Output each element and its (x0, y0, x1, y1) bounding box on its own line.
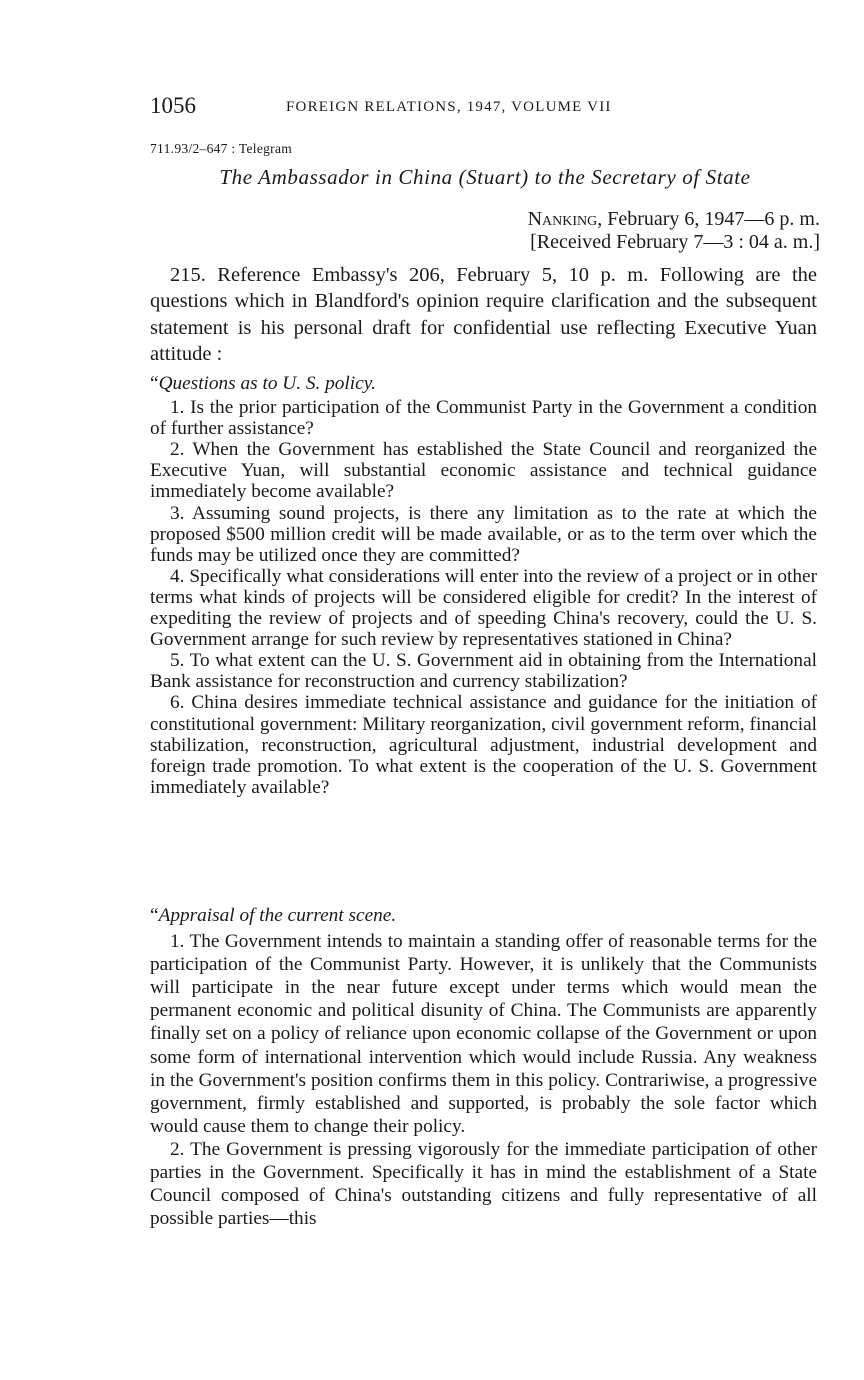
document-title: The Ambassador in China (Stuart) to the Secretary of State (219, 165, 751, 189)
appraisal-section (150, 904, 817, 1230)
dateline-received: [Received February 7—3 : 04 a. m.] (530, 231, 820, 253)
section-heading: “Appraisal of the current scene. (150, 905, 397, 926)
page-number: 1056 (150, 93, 196, 118)
appraisal-heading: Appraisal of the current scene. (158, 905, 397, 926)
dateline (150, 208, 820, 254)
section-heading: “Questions as to U. S. policy. (150, 373, 377, 394)
dateline-date: , February 6, 1947—6 p. m. (597, 208, 820, 230)
dateline-place: Nanking (527, 208, 598, 230)
dateline-sent (150, 208, 820, 231)
question-item: 5. To what extent can the U. S. Government aid in obtaining from the International Bank assistance for reconstruction and currency stabilization? (150, 650, 817, 693)
intro-text: 215. Reference Embassy's 206, February 5, 10 p. m. Following are the questions which in Blandford's opinion require clarification and the subsequent statement is his personal draft for confidential use reflecting Executive Yuan attitude : (150, 264, 817, 365)
question-item: 1. Is the prior participation of the Communist Party in the Government a condition of further assistance? (150, 397, 817, 440)
appraisal-item: 2. The Government is pressing vigorously for the immediate participation of other parties in the Government. Specifically it has in mind the establishment of a State Council composed of China's outstanding citizens and fully representative of all possible parties—this (150, 1138, 817, 1230)
intro-paragraph (150, 262, 817, 367)
question-item: 4. Specifically what considerations will enter into the review of a project or in other terms what kinds of projects will be considered eligible for credit? In the interest of expediting the review of projects and of speeding China's recovery, could the U. S. Government arrange for such review by representatives stationed in China? (150, 565, 817, 651)
questions-heading: Questions as to U. S. policy. (158, 373, 377, 394)
question-item: 3. Assuming sound projects, is there any limitation as to the rate at which the proposed $500 million credit will be made available, or as to the term over which the funds may be utilized once they are committed? (150, 502, 817, 566)
page-header (150, 93, 820, 123)
questions-section (150, 373, 817, 798)
question-item: 6. China desires immediate technical assistance and guidance for the initiation of constitutional government: Military reorganization, civil government reform, financial stabilization, reconstruction, agricultural adjustment, industrial development and foreign trade promotion. To what extent is the cooperation of the U. S. Government immediately available? (150, 692, 817, 798)
running-head: FOREIGN RELATIONS, 1947, VOLUME VII (286, 99, 612, 115)
question-item: 2. When the Government has established the State Council and reorganized the Executive Yuan, will substantial economic assistance and technical guidance immediately become available? (150, 439, 817, 503)
appraisal-item: 1. The Government intends to maintain a standing offer of reasonable terms for the participation of the Communist Party. However, it is unlikely that the Communists will participate in the near future except under terms which would mean the permanent economic and political disunity of China. The Communists are apparently finally set on a policy of reliance upon economic collapse of the Government or upon some form of international intervention which would include Russia. Any weakness in the Government's position confirms them in this policy. Contrariwise, a progressive government, firmly established and supported, is probably the sole factor which would cause them to change their policy. (150, 931, 817, 1137)
file-reference: 711.93/2–647 : Telegram (150, 141, 293, 156)
